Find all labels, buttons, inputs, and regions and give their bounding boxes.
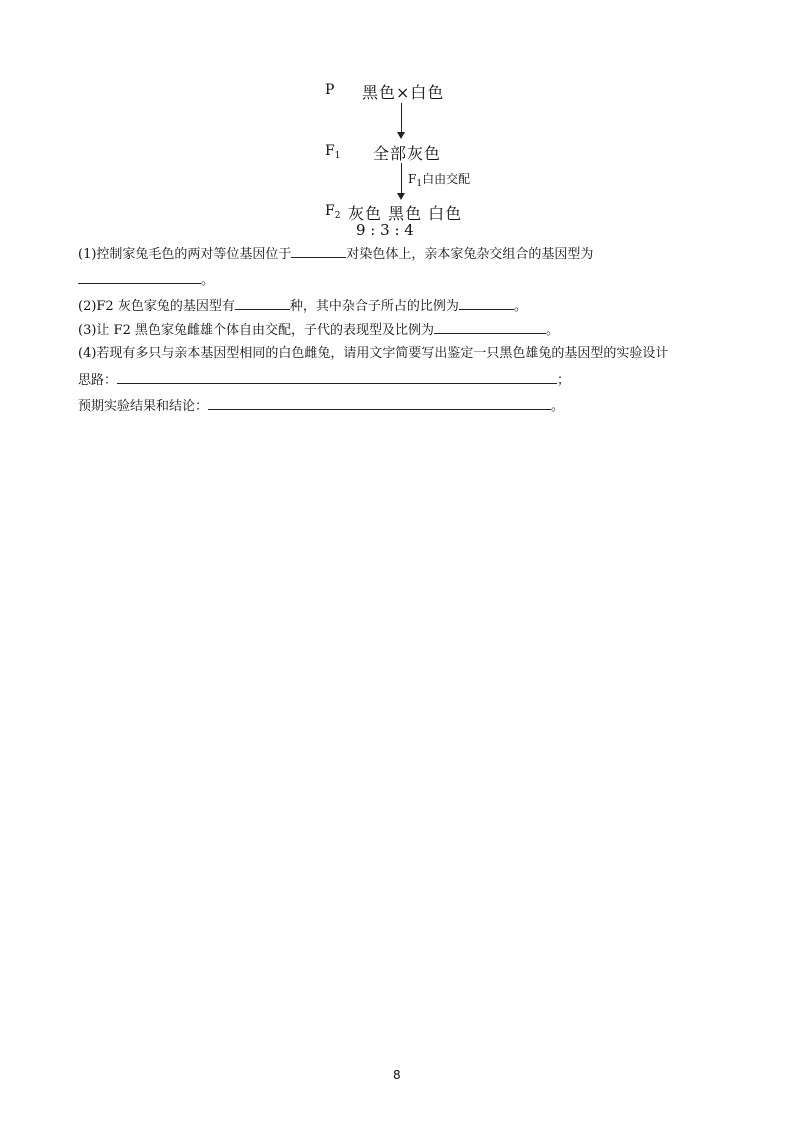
question-3-end: 。 — [545, 323, 559, 338]
question-1-text-a: (1)控制家兔毛色的两对等位基因位于 — [78, 247, 292, 262]
question-4-approach-end: ； — [557, 373, 571, 388]
f2-ratio-text: 9 : 3 : 4 — [356, 221, 414, 239]
question-4-result-blank[interactable] — [208, 396, 551, 410]
question-1-blank-1[interactable] — [291, 244, 346, 258]
arrow-f1-to-f2 — [401, 163, 402, 194]
question-4-line-3 — [78, 396, 564, 417]
question-4-approach-blank[interactable] — [117, 370, 557, 384]
f2-phenotypes-text: 灰色 黑色 白色 — [348, 204, 463, 223]
mating-note: $F_1$白由交配 — [408, 172, 471, 189]
question-1-line-1 — [78, 244, 593, 265]
question-1-end: 。 — [201, 273, 215, 288]
question-4-result-end: 。 — [551, 399, 565, 414]
question-3-text: (3)让 F2 黑色家兔雌雄个体自由交配，子代的表现型及比例为 — [78, 323, 434, 338]
question-2-text-b: 种，其中杂合子所占的比例为 — [289, 299, 459, 314]
p-generation-label: P — [325, 82, 335, 98]
arrow-head-p-to-f1 — [397, 132, 405, 139]
f2-generation-label: $F_2$ — [325, 203, 341, 221]
question-2 — [78, 296, 527, 317]
arrow-p-to-f1 — [401, 103, 402, 133]
question-2-blank-1[interactable] — [235, 296, 290, 310]
question-1-line-2 — [78, 270, 214, 291]
question-2-text-a: (2)F2 灰色家兔的基因型有 — [78, 299, 235, 314]
f1-generation-label: $F_1$ — [325, 143, 341, 161]
p-cross-text: 黑色×白色 — [362, 83, 445, 102]
question-1-text-b: 对染色体上，亲本家兔杂交组合的基因型为 — [346, 247, 594, 262]
question-3 — [78, 320, 559, 341]
question-2-end: 。 — [513, 299, 527, 314]
question-2-blank-2[interactable] — [459, 296, 514, 310]
question-4-line-2 — [78, 370, 570, 391]
question-4-line-1 — [78, 344, 668, 364]
question-4-approach-label: 思路： — [78, 373, 118, 388]
question-4-result-label: 预期实验结果和结论： — [78, 399, 209, 414]
question-1-blank-2[interactable] — [78, 270, 201, 284]
question-3-blank[interactable] — [434, 320, 546, 334]
f1-phenotype-text: 全部灰色 — [373, 144, 442, 163]
arrow-head-f1-to-f2 — [397, 193, 405, 200]
page-number: 8 — [393, 1068, 401, 1082]
question-4-text: (4)若现有多只与亲本基因型相同的白色雌兔，请用文字简要写出鉴定一只黑色雄兔的基因型的实验设计 — [78, 346, 669, 361]
